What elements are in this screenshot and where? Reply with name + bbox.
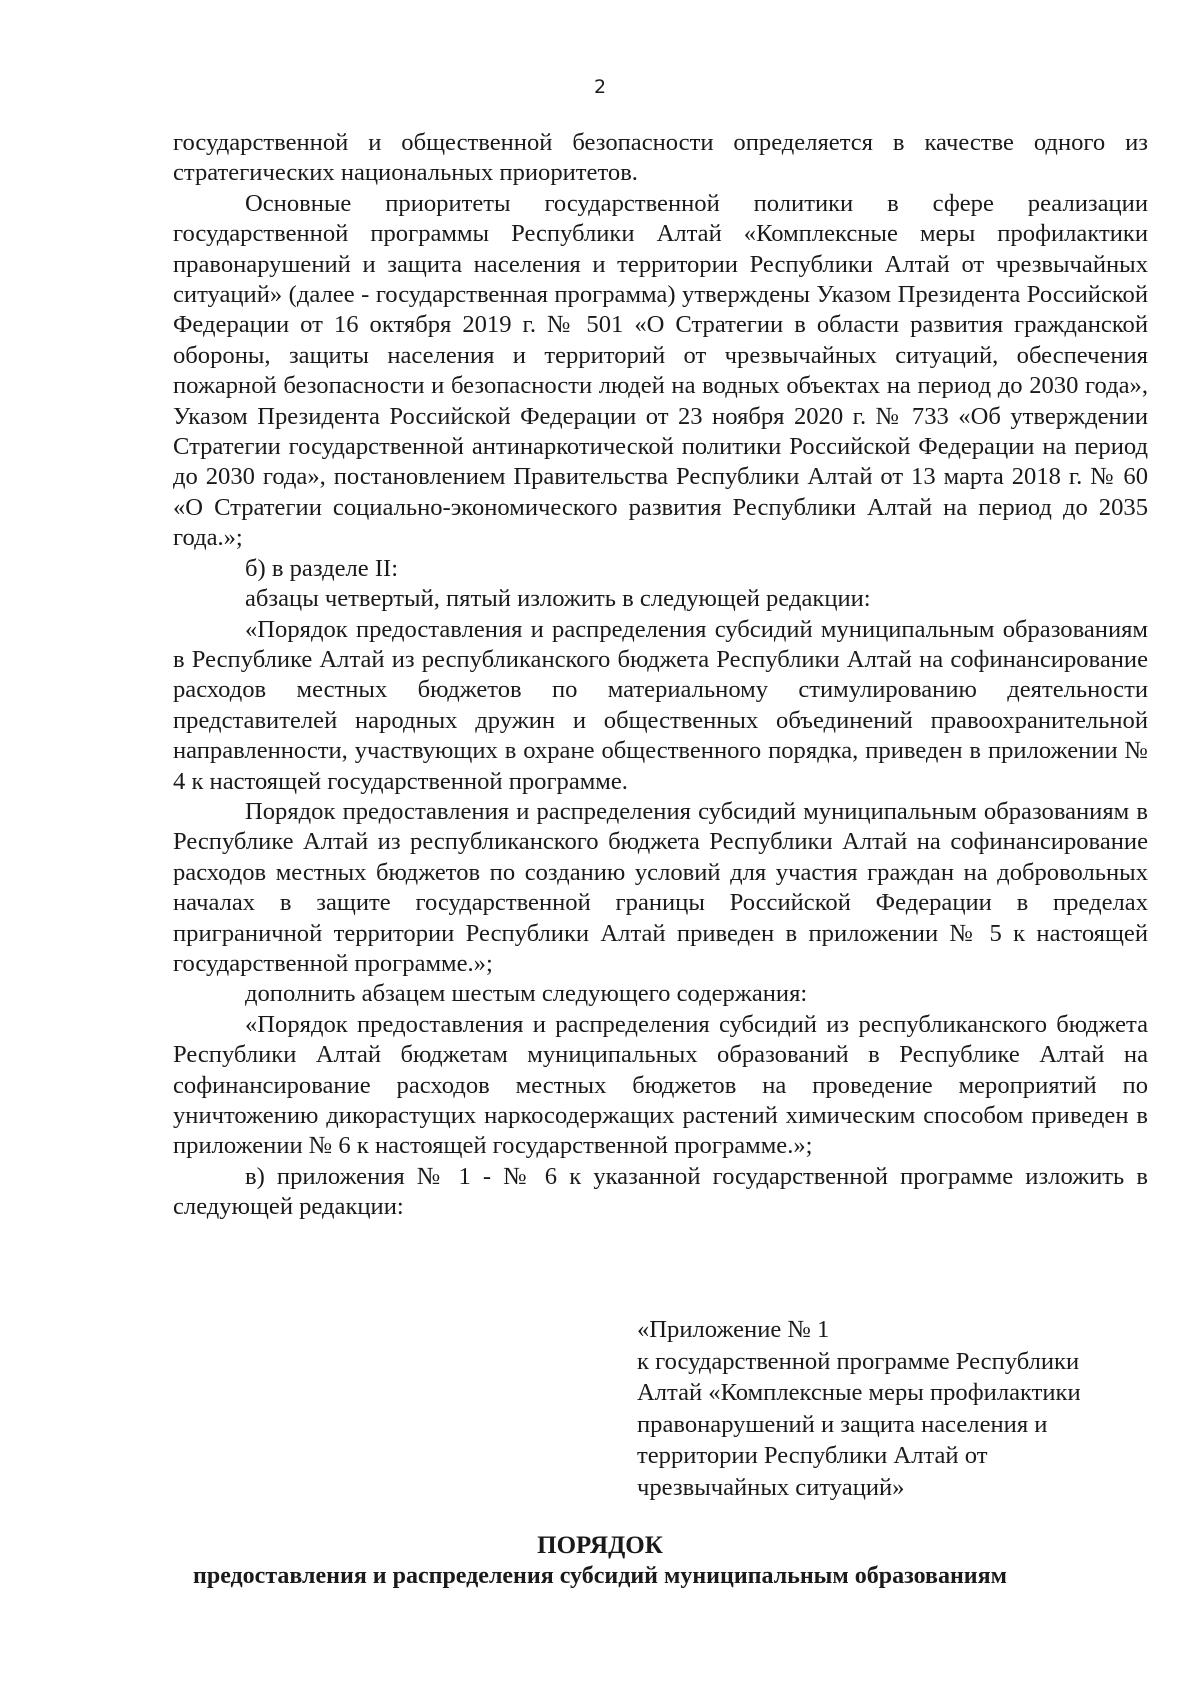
paragraph: в) приложения № 1 - № 6 к указанной государственной программе изложить в следующей редакции: xyxy=(173,1162,1148,1221)
appendix-line: правонарушений и защита населения и xyxy=(637,1410,1048,1438)
document-heading: ПОРЯДОК xyxy=(537,1532,663,1559)
paragraph: абзацы четвертый, пятый изложить в следующей редакции: xyxy=(245,585,871,613)
paragraph: Порядок предоставления и распределения субсидий муниципальным образованиям в Республике Алтай из республиканского бюджета Республики Алтай на софинансирование расходов местных бюджетов по созданию условий для участия граждан на добровольных началах в защите государственной границы Российской Федерации в пределах приграничной территории Республики Алтай приведен в приложении № 5 к настоящей государственной программе.»; xyxy=(173,797,1148,977)
paragraph: государственной и общественной безопасности определяется в качестве одного из стратегических национальных приоритетов. xyxy=(173,129,1148,187)
appendix-line: «Приложение № 1 xyxy=(637,1316,830,1343)
page-number: 2 xyxy=(593,76,607,98)
paragraph: «Порядок предоставления и распределения субсидий из республиканского бюджета Республики Алтай бюджетам муниципальных образований в Республике Алтай на софинансирование расходов местных бюджетов на проведение мероприятий по уничтожению дикорастущих наркосодержащих растений химическим способом приведен в приложении № 6 к настоящей государственной программе.»; xyxy=(173,1010,1148,1160)
document-subheading: предоставления и распределения субсидий муниципальным образованиям xyxy=(193,1563,1007,1589)
appendix-line: Алтай «Комплексные меры профилактики xyxy=(637,1379,1081,1407)
paragraph: «Порядок предоставления и распределения субсидий муниципальным образованиям в Республике Алтай из республиканского бюджета Республики Алтай на софинансирование расходов местных бюджетов по материальному стимулированию деятельности представителей народных дружин и общественных объединений правоохранительной направленности, участвующих в охране общественного порядка, приведен в приложении № 4 к настоящей государственной программе. xyxy=(173,615,1148,795)
paragraph: дополнить абзацем шестым следующего содержания: xyxy=(245,980,808,1008)
appendix-line: к государственной программе Республики xyxy=(637,1347,1080,1375)
appendix-line: территории Республики Алтай от xyxy=(637,1442,988,1470)
paragraph: Основные приоритеты государственной политики в сфере реализации государственной программы Республики Алтай «Комплексные меры профилактики правонарушений и защита населения и территории Республики Алтай от чрезвычайных ситуаций» (далее - государственная программа) утверждены Указом Президента Российской Федерации от 16 октября 2019 г. № 501 «О Стратегии в области развития гражданской обороны, защиты населения и территорий от чрезвычайных ситуаций, обеспечения пожарной безопасности и безопасности людей на водных объектах на период до 2030 года», Указом Президента Российской Федерации от 23 ноября 2020 г. № 733 «Об утверждении Стратегии государственной антинаркотической политики Российской Федерации на период до 2030 года», постановлением Правительства Республики Алтай от 13 марта 2018 г. № 60 «О Стратегии социально-экономического развития Республики Алтай на период до 2035 года.»; xyxy=(173,189,1148,552)
paragraph: б) в разделе II: xyxy=(245,554,399,582)
body-text xyxy=(173,128,1148,1223)
appendix-line: чрезвычайных ситуаций» xyxy=(637,1473,905,1501)
appendix-caption xyxy=(637,1314,1157,1504)
